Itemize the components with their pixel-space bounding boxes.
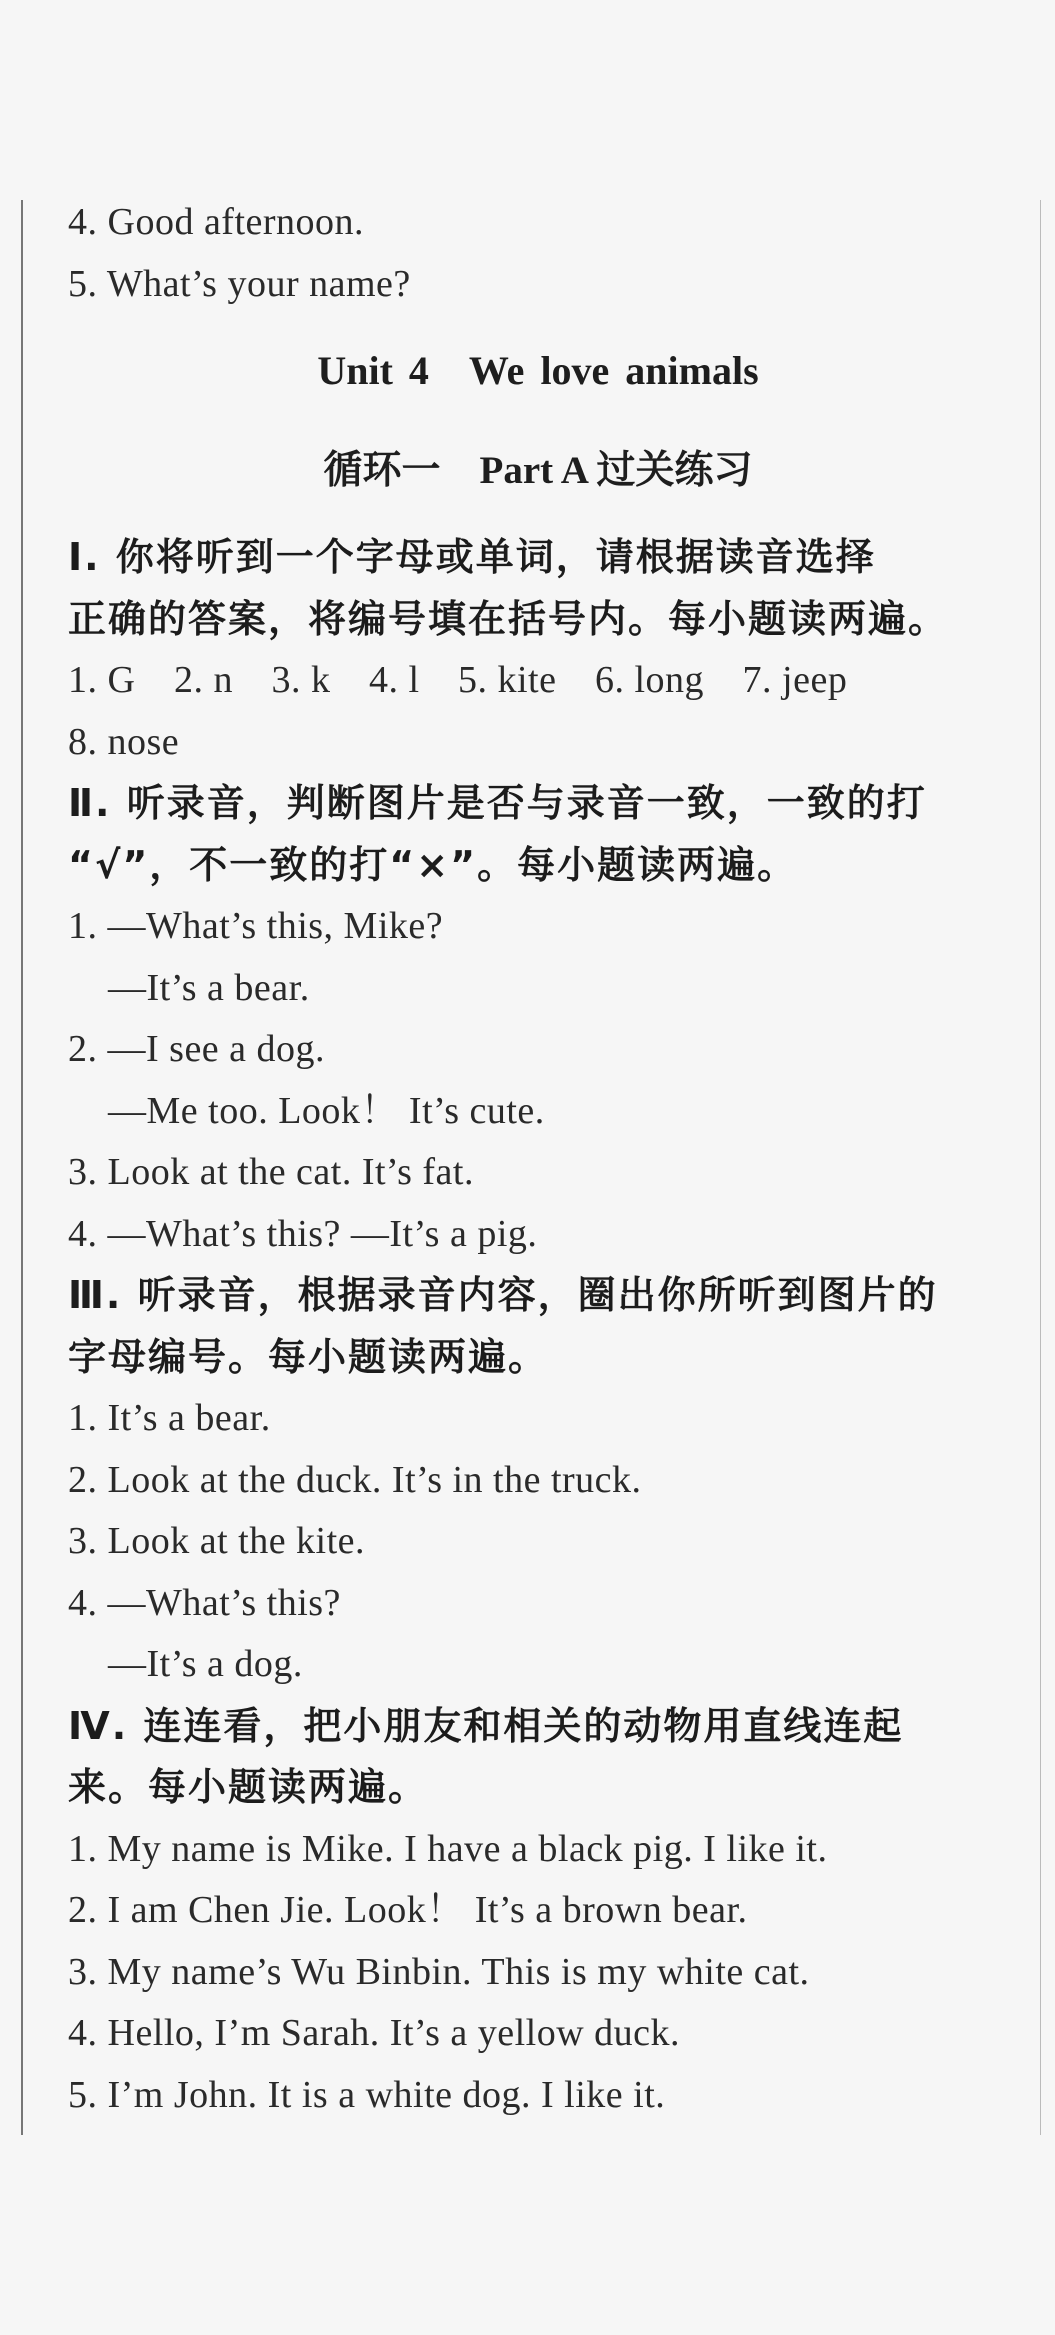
- list-item: 8. nose: [68, 720, 180, 763]
- section-heading: [68, 1265, 1008, 1388]
- prev-item-5: 5. What’s your name?: [68, 262, 411, 305]
- list-item: 1. G 2. n 3. k 4. l 5. kite 6. long 7. jeep: [68, 659, 848, 701]
- list-item: 5. I’m John. It is a white dog. I like it.: [68, 2073, 666, 2116]
- list-item: 3. Look at the kite.: [68, 1520, 366, 1562]
- heading-line: Ⅱ. 听录音，判断图片是否与录音一致，一致的打: [68, 781, 927, 825]
- list-item: 2. —I see a dog.: [68, 1028, 326, 1070]
- heading-line: Ⅲ. 听录音，根据录音内容，圈出你所听到图片的: [68, 1273, 938, 1317]
- section-heading: [68, 527, 1008, 650]
- list-item: 1. —What’s this, Mike?: [68, 905, 444, 947]
- list-item: 1. My name is Mike. I have a black pig. I like it.: [68, 1827, 828, 1870]
- list-item: 2. Look at the duck. It’s in the truck.: [68, 1458, 642, 1501]
- section-1: [68, 527, 1008, 773]
- section-heading: [68, 1696, 1008, 1819]
- section-heading: [68, 773, 1008, 896]
- heading-line: 来。每小题读两遍。: [68, 1765, 429, 1809]
- list-item: 4. —What’s this?: [68, 1581, 341, 1624]
- part-title: 循环一 Part A 过关练习: [323, 449, 753, 492]
- list-item: 1. It’s a bear.: [68, 1397, 271, 1439]
- list-item: —It’s a dog.: [108, 1643, 303, 1685]
- section-3: [68, 1265, 1008, 1696]
- list-item: —It’s a bear.: [108, 966, 310, 1009]
- heading-line: Ⅰ. 你将听到一个字母或单词，请根据读音选择: [68, 535, 876, 579]
- list-item: —Me too. Look！ It’s cute.: [108, 1089, 545, 1132]
- left-margin-rule: [21, 200, 23, 2135]
- section-4: [68, 1696, 1008, 2127]
- heading-line: “√”，不一致的打“×”。每小题读两遍。: [68, 842, 798, 887]
- list-item: 3. My name’s Wu Binbin. This is my white cat.: [68, 1950, 810, 1993]
- section-2: [68, 773, 1008, 1265]
- list-item: 4. —What’s this? —It’s a pig.: [68, 1212, 538, 1255]
- heading-line: Ⅳ. 连连看，把小朋友和相关的动物用直线连起: [68, 1703, 904, 1748]
- right-margin-rule: [1040, 200, 1041, 2135]
- content: [68, 192, 1008, 2126]
- list-item: 4. Hello, I’m Sarah. It’s a yellow duck.: [68, 2012, 681, 2054]
- heading-line: 正确的答案，将编号填在括号内。每小题读两遍。: [68, 596, 949, 641]
- prev-item-4: 4. Good afternoon.: [68, 201, 365, 243]
- heading-line: 字母编号。每小题读两遍。: [68, 1334, 549, 1379]
- list-item: 2. I am Chen Jie. Look！ It’s a brown bear.: [68, 1889, 748, 1931]
- unit-title: Unit 4 We love animals: [317, 348, 759, 393]
- list-item: 3. Look at the cat. It’s fat.: [68, 1151, 474, 1193]
